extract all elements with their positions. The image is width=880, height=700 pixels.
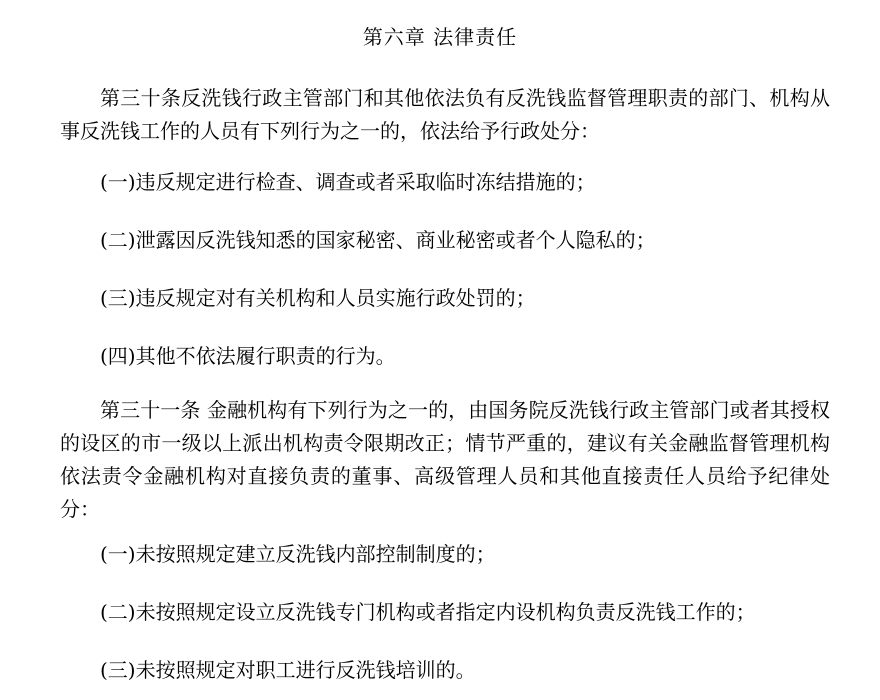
article-31-item-2: (二)未按照规定设立反洗钱专门机构或者指定内设机构负责反洗钱工作的；	[100, 600, 756, 624]
article-30-item-2: (二)泄露因反洗钱知悉的国家秘密、商业秘密或者个人隐私的；	[100, 228, 656, 252]
article-30-item-4: (四)其他不依法履行职责的行为。	[100, 344, 396, 368]
article-31-item-1: (一)未按照规定建立反洗钱内部控制制度的；	[100, 542, 496, 566]
article-30-item-3: (三)违反规定对有关机构和人员实施行政处罚的；	[100, 286, 536, 310]
article-31-item-3: (三)未按照规定对职工进行反洗钱培训的。	[100, 658, 476, 682]
article-31-paragraph: 第三十一条 金融机构有下列行为之一的，由国务院反洗钱行政主管部门或者其授权的设区的市一级以上派出机构责令限期改正；情节严重的，建议有关金融监督管理机构依法责令金融机构对直接负责的董事、高级管理人员和其他直接责任人员给予纪律处分：	[60, 398, 830, 521]
article-30-paragraph: 第三十条反洗钱行政主管部门和其他依法负有反洗钱监督管理职责的部门、机构从事反洗钱工作的人员有下列行为之一的，依法给予行政处分：	[60, 86, 830, 143]
chapter-title: 第六章 法律责任	[362, 25, 518, 49]
article-30-item-1: (一)违反规定进行检查、调查或者采取临时冻结措施的；	[100, 170, 596, 194]
